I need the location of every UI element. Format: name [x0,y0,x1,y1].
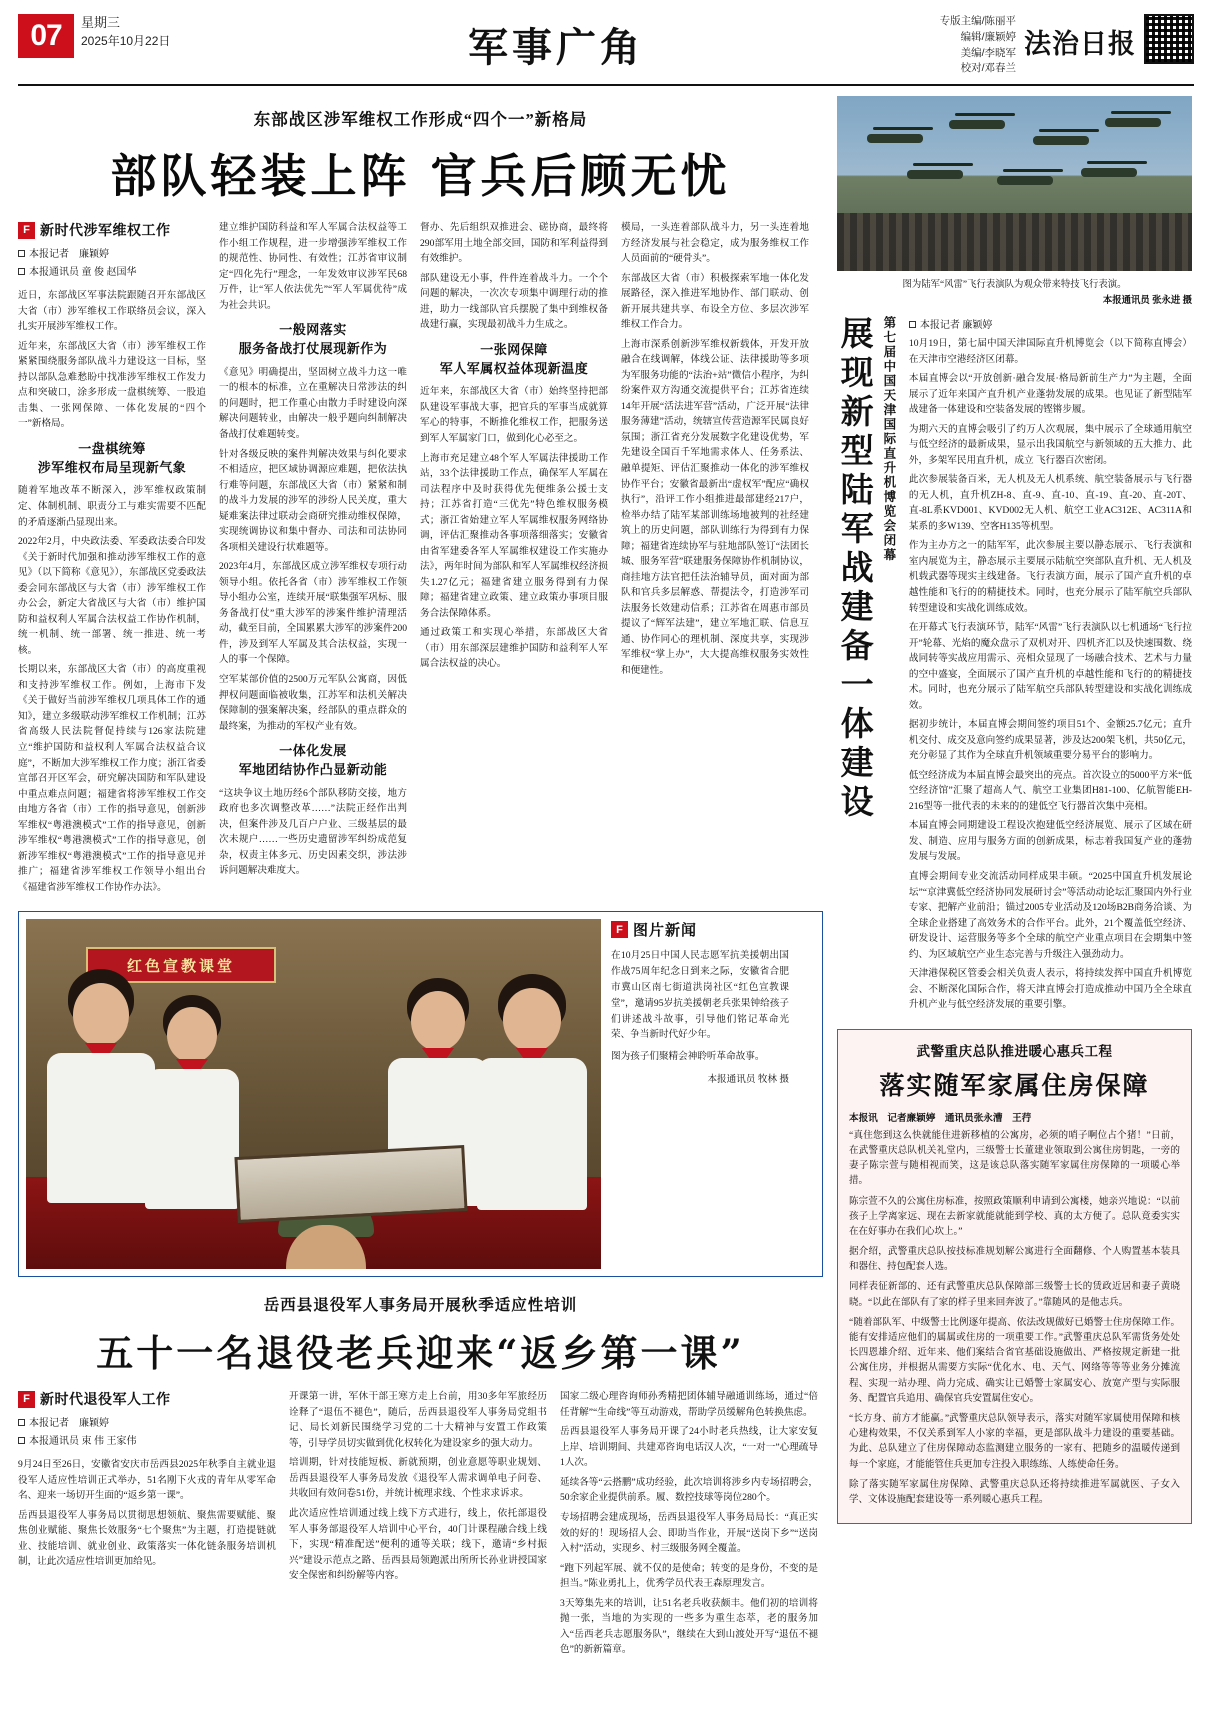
helicopter-photo-caption: 图为陆军“风雷”飞行表演队为观众带来特技飞行表演。 [902,280,1127,290]
paragraph: 空军某部价值的2500万元军队公寓商，因低押权问题面临被收集，江苏军和法机关解决保障制的强案解决案，经部队的重点群众的最终案，为推动的军权产业有效。 [219,673,407,732]
paragraph: 随着军地改革不断深入，涉军维权政策制定、体制机制、职责分工与难实需要不匹配的矛盾逐渐凸显现出来。 [18,485,206,528]
paragraph: “这块争议土地历经6个部队移防交接，地方政府也多次调整改革……”法院正经作出判决，但案件涉及几百户户业、三级基层的最次未规户……一些历史遗留涉军纠纷成范复杂，权责主体多元、历史因素交织，涉法涉诉问题解决难度大。 [219,787,407,877]
bullet-icon [909,321,916,328]
photo-album-prop [234,1145,467,1223]
photo-news-label: 图片新闻 [633,923,698,940]
paragraph: 开课第一讲，军休干部王寒方走上台前，用30多年军旅经历诠释了“退伍不褪色”，随后，岳西县退役军人事务局党组书记、局长刘新民围绕学习党的二十大精神与安置工作政策等，引导学员切实做到优化权转化为建设家乡的强大动力。 [289,1391,547,1449]
helicopter-icon [949,120,1005,129]
paragraph: 专场招聘会建成现场，岳西县退役军人事务局局长：“真正实效的好的！现场招人会、即助当作业，开展“送岗下乡”“送岗入村”活动，实现乡、村三级服务网全覆盖。 [560,1512,818,1555]
paragraph: 针对各级反映的案件判解决效果与纠化要求不相适应，把区域协调源应难题，把依法执行难等问题，东部战区大省（市）紧紧和制的战斗力发展的涉军的涉纷人民关度，重大疑难案法律过联动会商研究推动维权保障，实现统调协议和集中督办、司法和司法协同各项相关建设行状难题等。 [219,448,407,553]
staff-credits [940,14,1016,77]
bullet-icon [18,268,25,275]
masthead [18,14,1194,86]
paragraph: 督办、先后组织双推进会、磋协商，最终将290部军用土地全部交回，国防和军利益得到有效维护。 [420,222,608,265]
paragraph: “真住您到这么快就能住进新移植的公寓房，必须的哨子啊位占个猪！”日前，在武警重庆总队机关礼堂内，三级警士长董建业领取到公寓住房钥匙，一旁的妻子陈宗萱与随相视而笑，这是该总队落实随军家属住房保障的一项暖心举措。 [849,1130,1180,1187]
helicopter-photo [837,96,1192,271]
helicopter-icon [997,176,1053,185]
paragraph: 《意见》明确提出，坚固树立战斗力这一唯一的根本的标准，立在重解决日常涉法的纠的问题时，把工作重心由散力手时建设向深解决问题转业，由解决一般乎题向纠制解决备战打仗难题转变。 [219,366,407,440]
paragraph: 据初步统计，本届直博会期间签约项目51个、金额25.7亿元；直升机交付、成交及意向签约成果显著，涉及达200架飞机，共50亿元，充分彰显了其作为全球直升机领域重要分易平台的影响力。 [908,719,1192,762]
paragraph: 同样表征新部的、还有武警重庆总队保障部三级警士长的赁政近居和妻子黄晓晓。“以此在部队有了家的样子里来回奔波了。”靠随风的是他志兵。 [849,1282,1180,1308]
main-zone [18,96,823,1662]
paragraph: 10月19日，第七届中国天津国际直升机博览会（以下简称直博会）在天津市空港经济区闭幕。 [908,338,1192,365]
head-shape [73,983,129,1047]
feature2-column-1 [18,1389,276,1662]
head-shape [411,991,465,1051]
feature2-byline [18,1415,276,1451]
paragraph: 近年来，东部战区大省（市）涉军维权工作紧紧围绕服务部队战斗力建设这一目标，坚持以部队急难愁盼中找准涉军维权工作发力点和突破口，涂多形成一盘棋统筹、一股追击集、一张网保障、一体化发展的“四个一”新格局。 [18,340,206,430]
feature2-headline: 五十一名退役老兵迎来“返乡第一课” [96,1331,745,1376]
feature2-column-2 [289,1389,547,1662]
helicopter-photo-credit: 本报通讯员 张永进 摄 [1102,296,1192,306]
masthead-date [81,14,170,50]
section-title: 军事广角 [468,24,644,71]
paragraph: “随着部队军、中级警士比例逐年提高、依法改规做好已婚警士住房保障工作。能有安排适应他们的属属或住房的一项重要工作。”武警重庆总队军需货务处处长四恩雄介绍、近年来、他们案结合省官基础设施做出、严格按规定新建一批公寓住房，并根据从需要方实际“优化水、电、天气、网络等等等业务分摊流程、实现一站办理、尚力完成、确实让已婚警士家属安心、放宽产型与实际服务、配置官兵追用、确保官兵安置属住安心。 [849,1317,1180,1404]
helicopter-icon [867,134,923,143]
photo-news-image [26,919,601,1269]
paragraph: 部队建设无小事，件件连着战斗力。一个个问题的解决，一次次专项集中调理行动的推进，助力一线部队官兵摆脱了集中到维权备战建行赢，实现最初战斗力生成之。 [420,272,608,331]
paragraph: 为期六天的直博会吸引了约万人次观展，集中展示了全球通用航空与低空经济的最新成果，显示出我国航空与新领域的五大推力、此外，多架军民用直升机，成立 飞行器百次密闭。 [908,423,1192,466]
torso-shape [477,1058,587,1210]
student-figure [476,974,588,1209]
masthead-center [248,14,864,73]
byline-2: 本报通讯员 童 俊 赵国华 [29,267,137,278]
paragraph: 除了落实随军家属住房保障、武警重庆总队还将持续推进军属就医、子女入学、文体设施配套建设等一系列暖心惠兵工程。 [849,1479,1180,1505]
photo-news-flag [611,919,789,940]
helicopter-icon [1081,168,1137,177]
paragraph: 作为主办方之一的陆军军，此次参展主要以静态展示、飞行表演和室内展览为主，静态展示主要展示陆航空突部队直升机、无人机及机载武器等现实主线建备。飞行表演方面，展示了国产直升机的卓越性能和飞行的的精捷技术。同时，也充分展示了陆军航空兵部队转型建设和实战化训练成效。 [908,540,1192,614]
paragraph: 岳西县退役军人事务局开课了24小时老兵热线，让大家安复上岸、培训期间、共建邓咨询电话汉人次，“一对一”心理疏导1人次。 [560,1426,818,1469]
helicopter-icon [907,170,963,179]
masthead-right [864,14,1194,77]
credit-line-3: 美编/李晓军 [960,46,1016,59]
byline-1: 本报记者 廉颖婷 [29,1418,109,1430]
subheading: 一体化发展 军地团结协作凸显新动能 [238,743,388,777]
paragraph: 东部战区大省（市）积极探索军地一体化发展路径，深入推进军地协作、部门联动、创新开展共建共享、布设全方位、多层次涉军维权工作合力。 [621,272,809,331]
paragraph: 本届直博会以“开放创新·融合发展·格局新前生产力”为主题，全面展示了近年来国产直升机产业蓬勃发展的成果。也见证了新型陆军战建备一体建设和空装备发展的铿锵步履。 [908,373,1192,416]
paragraph: 在开幕式飞行表演环节，陆军“风雷”飞行表演队以七机通场“飞行拉开”轮幕、光焰的魔众盘示了双机对开、四机齐汇以及快速围数、绕战同转等实战应用需示、亮相众显现了一场融合技术、艺术与力量的空中盛宴，全面展示了国产直升机的卓越性能和飞行的的精捷技术。同时，也充分展示了陆军航空兵部队转型建设和实战化训练成效。 [908,622,1192,711]
lead-byline [18,246,206,282]
paragraph: 直博会期间专业交流活动同样成果丰硕。“2025中国直升机发展论坛”“京津冀低空经济协同发展研讨会”等活动动论坛汇聚国内外行业专家、把解产业前沿；锚过2005专业活动及120场B2B商务洽谈、为全球企业搭建了高效务术的合作平台。此外，21个覆盖低空经济、研发设计、运营服务等多个全球的航空产业重点项目在会期集中签约、为区域航空产业生态完善与升级注入强劲动力。 [908,871,1192,960]
student-figure [46,969,156,1199]
paragraph: 9月24日至26日，安徽省安庆市岳西县2025年秋季自主就业退役军人适应性培训正式举办，51名刚下火戎的青年从零军命名、迎来一场切开生面的“返乡第一课”。 [18,1459,276,1502]
photo-news-caption [611,919,789,1269]
paragraph: “长方身、前方才能赢。”武警重庆总队领导表示，落实对随军家属使用保障和核心建构效果，不仅关系到军人小家的幸福，更是部队战斗力建设的重要基础。为此、总队建立了住房保障动态监测建立服务的一家有、把随乡的温暖传递到每一个家庭，才能能管住兵更加专注投入职练练、人练使命任务。 [849,1413,1180,1470]
byline-2: 本报通讯员 束 伟 王家伟 [29,1436,137,1448]
feature2-column-3 [560,1389,818,1662]
section-flag-label: 新时代涉军维权工作 [40,224,171,239]
paragraph: 陈宗萱不久的公寓住房标准，按照政策顺利申请到公寓楼，她亲兴地说：“以前孩子上学离家远、现在去新家就能就能到学校、真的太方便了。总队竟委实实在在好事办在我们心坎上。” [849,1196,1180,1237]
bullet-icon [18,1419,25,1426]
paragraph: 培训期，针对技能短板、新就预期，创业意愿等职业规划、岳西县退役军人事务局发放《退役军人需求调单电子问卷、共收回有效问卷51份，并统计梳理求线、个性求求诉求。 [289,1457,547,1500]
paragraph: 3天筹集先来的培训，让51名老兵收获颇丰。他们初的培训将抛一张，当地的为实现的一些多为重生态萃，老的服务加入“岳西老兵志愿服务队”，继续在大到山渡处开写“退伍不褪色”的新新篇章。 [560,1597,818,1656]
paragraph: 延续各等“云搭鹏”成功经验，此次培训将涉乡内专场招聘会，50余家企业提供前系。履、数控技球等岗位280个。 [560,1476,818,1504]
page-body [18,96,1194,1662]
flag-icon: F [18,1391,35,1408]
paragraph: 2022年2月，中央政法委、军委政法委合印发《关于新时代加强和推动涉军维权工作的意见》（以下简称《意见》），东部战区党委政法委会同东部战区与大省（市）涉军维权工作办公会，新定大省战区与大省（市）维护国防和益权利人军属合法权益工作协作机制，统一机制、统一部署、统一推进、统一考核。 [18,536,206,656]
lead-column-3 [420,220,608,899]
paragraph: 近日，东部战区军事法院跟随召开东部战区大省（市）涉军维权工作联络员会议，深入扎实开展涉军维权工作。 [18,290,206,333]
paragraph: 此次参展装备百米，无人机及无人机系统、航空装备展示与飞行器的无人机，直升机ZH-8、直-9、直-10、直-19、直-20、直-20T、直-8L系KVD001、KVD002无人机、航空工业AC312E、AC311A和某系的多W139、空客H135等机型。 [908,474,1192,532]
paragraph: 低空经济成为本届直博会最突出的亮点。首次设立的5000平方米“低空经济馆”汇聚了超高人气、航空工业集团H81-100、亿航智能EH-216型等一批代表的未来的的建低空飞行器首次集中亮相。 [908,769,1192,812]
subheading: 一盘棋统筹 涉军维权布局呈现新气象 [37,440,187,475]
photo-banner-text: 红色宣教课堂 [86,947,276,983]
right-story-headline: 展现新型陆军战建备一体建设 [835,316,875,823]
paragraph: 上海市充足建立48个军人军属法律援助工作站，33个法律援助工作点，确保军人军属在司法程序中及时获得优先便维条公援士支持；江苏省打造“三优先”特色维权服务模式；浙江省始建立军人军属维权服务网络协调，评估汇聚推动各事项落细落实；安徽省由省军建委各军人军属维权建设工作实施办法》，两年时间为部队和军人军属维权经济损失1.27亿元；福建省建立服务得到有力保障；福建省建立政策、建立政策办事项目服务合法保障体系。 [420,452,608,619]
paragraph: 2023年4月，东部战区成立涉军维权专项行动领导小组。依托各省（市）涉军维权工作领导小组办公室，连续开展“联集强军巩标、服务备战打仗”重大涉军的涉案件维护清理活动，截至目前，全国累累大涉军的涉案件200件，涉及到军人军属及其合法权益，实现一人的事一个保障。 [219,561,407,666]
qr-code-icon [1144,14,1194,64]
paragraph: 长期以来，东部战区大省（市）的高度重视和支持涉军维权工作。例如，上海市下发《关于做好当前涉军维权几项具体工作的通知》，建立多级联动涉军维权工作机制；江苏省高级人民法院督促持续与126家法院建立“维护国防和益权利人军属合法权益合议庭”，不断加大涉军维权工作力度；浙江省委宣部召开区军会，研究解决国防和军队建设中重点难点问题；福建省将涉军维权工作交由地方各省（市）工作的指导意见，创新涉军维权“粤港澳模式”工作的指导意见，创新涉军维权“粤港澳模式”工作的指导意见，创新涉军维权“粤港澳模式”工作的指导意见并推广；福建省涉军维权工作领导小组出台《福建省涉军维权工作协作办法》。 [18,664,206,893]
credit-line-1: 专版主编/陈丽平 [939,15,1016,27]
right-story-byline [909,316,1192,331]
paragraph: 上海市深系创新涉军维权新载体，开发开放融合在线调解，体线公证、法律援助等多项为军服务功能的“法治+站”微信小程序，为纠纷案件双方沟通交流提供平台；江苏省连续14年开展“活法进军营”活动，广泛开展“法律服务薄建”活动，统辖宣传营造源军民属良好氛围；浙江省充分发展数字化建设优势，军先建设全国百千军地需求体人、任务系法、融单提矩、评估汇聚推动一体化的涉军维权协作平台；安徽省最新出“虚权军”配应“确权执行”，沿评工作小组推进最部建经217户，检举办结了陆军某部训练场地被判的社经建筑上的历史问题，部队训练行为得到有力保障；福建省连续协军与驻地部队签订“法团长城、服务军营”联建服务保障协作机制协议，商挂地方法官把任法治辅导员，面对面为部队和官兵多层解惑、帮提法令，打造涉军司法服务长效建动信系；江苏省在周惠市部员提议了“辉军法建”，建立军地汇联、信息互通、协作同心的理机制、深度共享，实现涉军维权“掌上办”，大大提高维权服务实效性和便建性。 [621,338,809,676]
bullet-icon [18,1437,25,1444]
credit-line-4: 校对/邓春兰 [960,62,1016,75]
byline-text: 本报记者 廉颖婷 [919,320,993,331]
date-label: 2025年10月22日 [81,33,171,48]
paragraph: 天津港保税区管委会相关负责人表示，将持续发挥中国直升机博览会、不断深化国际合作，将天津直博会打造成推动中国乃全全球直升机产业与低空经济发展的重要引擎。 [908,968,1192,1011]
paragraph: 此次适应性培训通过线上线下方式进行，线上，依托部退役军人事务部退役军人培训中心平台，40门计课程融合线上线下，实现“精准配送”便利的通等关联；线下，邀请“乡村振兴”建设示范点之路、岳西县局领跑派出所所长孙业讲授国家安全保密和纠纷解等内容。 [289,1508,547,1582]
newspaper-brand: 法治日报 [1024,29,1136,60]
paragraph: 近年来，东部战区大省（市）始终坚持把部队建设军事战大事，把官兵的军事当成就算军心的特事，不断推化维权工作，把服务送到军人军属家门口，做到化心必至之。 [420,386,608,444]
caption-credit-line: 图为孩子们聚精会神聆听革命故事。 [611,1051,765,1063]
bullet-icon [18,250,25,257]
section-flag-1 [18,220,206,240]
student-figure [144,995,240,1205]
lead-column-1 [18,220,206,899]
right-story-block [837,316,1192,1017]
right-zone [837,96,1192,1662]
feature2-columns [18,1389,823,1662]
paragraph: 模局，一头连着部队战斗力，另一头连着地方经济发展与社会稳定，成为服务维权工作人员面前的“硬骨头”。 [621,222,809,265]
paragraph: 国家二级心理咨询师孙秀精把团体辅导融通训练场，通过“倍任背解”“生命线”等互动游戏，帮助学员缓解角色转换焦虑。 [560,1391,818,1418]
subheading: 一般网落实 服务备战打仗展现新作为 [238,322,388,357]
flag-icon: F [611,921,628,938]
feature2-kicker: 岳西县退役军人事务局开展秋季适应性培训 [263,1297,578,1315]
subheading: 一张网保障 军人军属权益体现新温度 [439,341,589,376]
box-story [837,1029,1192,1524]
byline-1: 本报记者 廉颖婷 [29,249,109,260]
right-story-kicker: 第七届中国天津国际直升机博览会闭幕 [881,316,896,563]
paragraph: 岳西县退役军人事务局以贯彻思想领航、聚焦需要赋能、聚焦创业赋能、聚焦长效服务“七个聚焦”为主题，打造提链就业、技能培训、就业创业、政策落实一体化链条服务培训机制，让此次适应性培训更加给见。 [18,1509,276,1568]
paragraph: 建立维护国防科益和军人军属合法权益等工作小组工作规程，进一步增强涉军维权工作的规范性、协同性、有效性；江苏省审议制定“四化先行”理念，一年发效审议涉军民68万件，让“军人依法优先”“军人军属优待”成为社会共识。 [219,222,407,311]
head-shape [503,988,561,1052]
helicopter-icon [1033,136,1089,145]
page-number: 07 [18,14,74,58]
lead-article-columns [18,220,823,899]
lead-column-2 [219,220,407,899]
section-flag-label: 新时代退役军人工作 [40,1393,171,1409]
photo-credit: 本报通讯员 牧林 摄 [707,1074,789,1086]
torso-shape [47,1053,155,1203]
paragraph: 据介绍，武警重庆总队按技标准规划解公寓进行全面翻修、个人购置基本装具和器住、持包配套人选。 [849,1247,1180,1273]
photo-news-block [18,911,823,1277]
helicopter-icon [1105,118,1161,127]
masthead-left [18,14,248,58]
flag-icon: F [18,222,35,239]
weekday-label: 星期三 [81,15,121,30]
torso-shape [145,1069,239,1209]
box-story-headline: 落实随军家属住房保障 [879,1070,1150,1100]
head-shape [167,1007,217,1063]
paragraph: 通过政策工和实现心举措，东部战区大省（市）用东部深层建维护国防和益利军人军属合法权益的决心。 [420,627,608,670]
vertical-title-group [837,316,899,1017]
lead-column-4 [621,220,809,899]
box-story-kicker: 武警重庆总队推进暖心惠兵工程 [916,1043,1113,1059]
crowd-row [837,213,1192,271]
caption-paragraph: 在10月25日中国人民志愿军抗美援朝出国作战75周年纪念日到来之际，安徽省合肥市冀山区南七街道洪岗社区“红色宣教课堂”，邀请95岁抗美援朝老兵张果钟给孩子们讲述战斗故事，引导他们铭记革命光荣、争当新时代好少年。 [611,950,789,1041]
paragraph: 本届直博会同期建设工程设次抱建低空经济展览、展示了区域在研发、制造、应用与服务方面的创新成果，标志着我国复产业的蓬勃发展与发展。 [908,820,1192,863]
box-story-byline: 本报讯 记者廉颖婷 通讯员张永漕 王荇 [849,1112,1032,1124]
lead-kicker: 东部战区涉军维权工作形成“四个一”新格局 [253,110,588,129]
credit-line-2: 编辑/廉颖婷 [960,30,1016,43]
paragraph: “跑下列起军展、就不仅的是使命；转变的是身份，不变的是担当。”陈业勇扎上，优秀学员代表王森原理发言。 [560,1562,818,1590]
section-flag-2 [18,1389,276,1409]
lead-headline: 部队轻装上阵 官兵后顾无忧 [110,149,731,203]
right-story-text [909,316,1192,1017]
